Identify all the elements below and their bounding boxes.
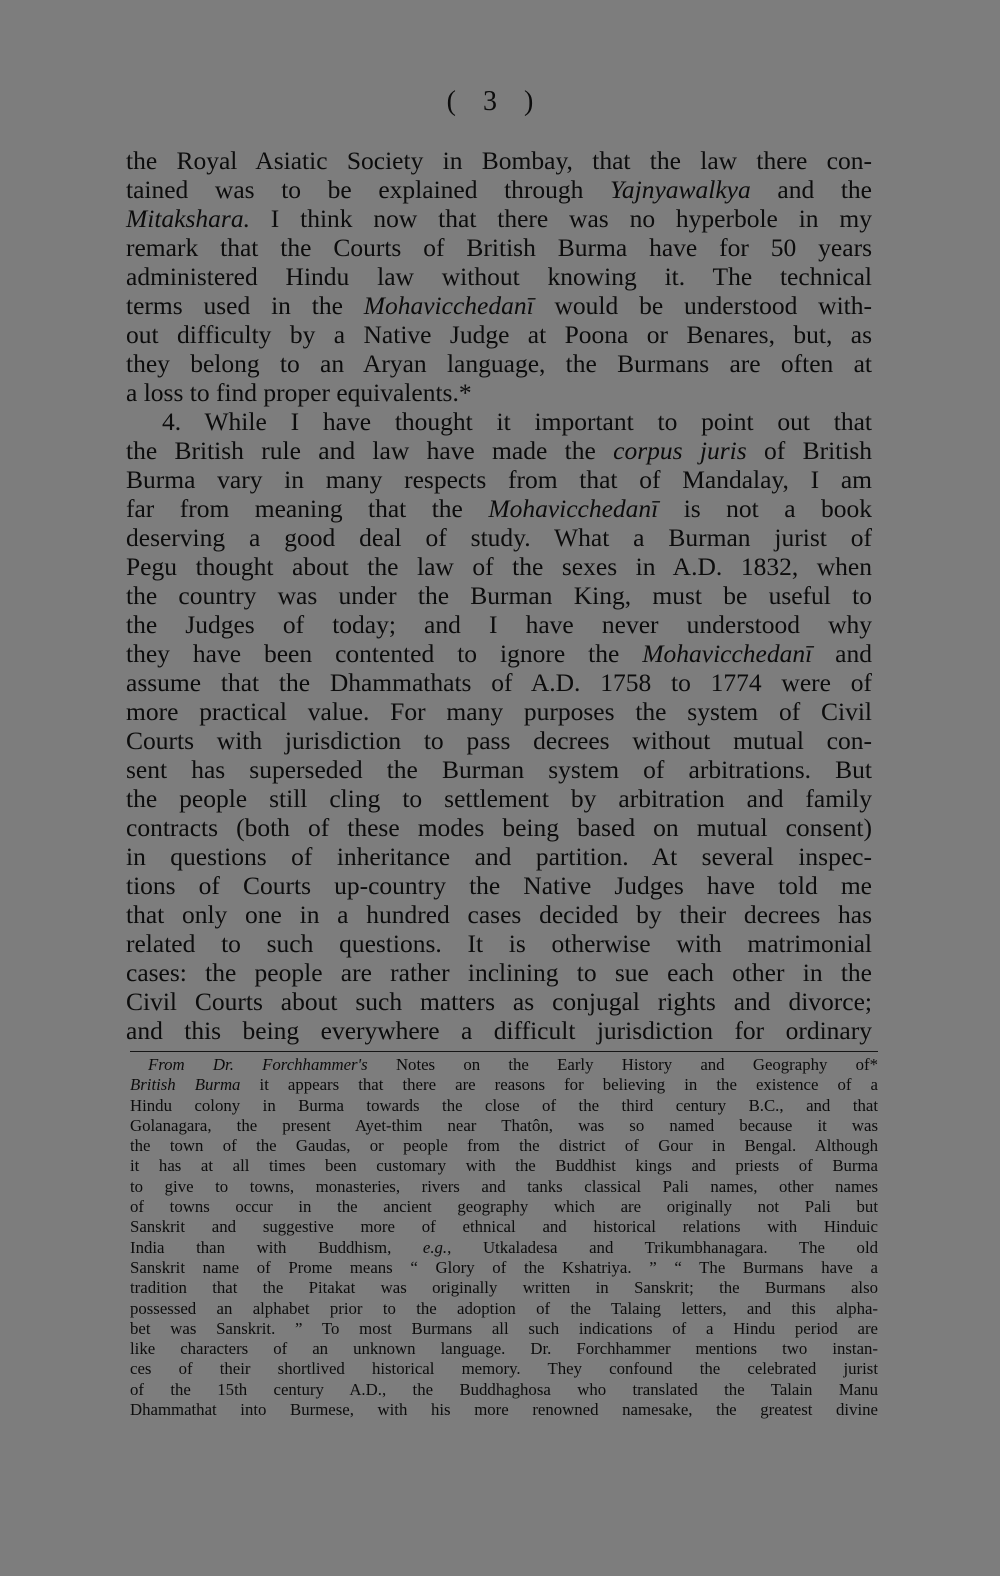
text-line: administered Hindu law without knowing it. The technical [126,262,872,291]
footnote-line: From Dr. Forchhammer's Notes on the Early History and Geography of* [148,1055,879,1074]
text-line: remark that the Courts of British Burma have for 50 years [126,233,872,262]
text-line: tions of Courts up-country the Native Judges have told me [126,871,872,900]
footnote-line: Golanagara, the present Ayet-thim near Thatôn, was so named because it was [130,1115,878,1135]
footnote-line: bet was Sanskrit. ” To most Burmans all such indications of a Hindu period are [130,1318,878,1338]
footnote-line: Sanskrit and suggestive more of ethnical and historical relations with Hinduic [130,1217,878,1237]
footnote-line: possessed an alphabet prior to the adoption of the Talaing letters, and this alpha- [130,1298,878,1318]
text-line: the people still cling to settlement by arbitration and family [126,784,872,813]
text-line: far from meaning that the Mohavicchedanī is not a book [126,494,872,523]
footnote-line: India than with Buddhism, e.g., Utkaladesa and Trikumbhanagara. The old [130,1237,879,1257]
text-line: the British rule and law have made the corpus juris of British [126,436,873,465]
text-line: and this being everywhere a difficult jurisdiction for ordinary [126,1016,872,1045]
text-line: related to such questions. It is otherwise with matrimonial [126,929,872,958]
text-line: Mitakshara. I think now that there was no hyperbole in my [126,204,872,233]
text-line: the Judges of today; and I have never understood why [126,610,872,639]
footnote-line: Dhammathat into Burmese, with his more renowned namesake, the greatest divine [130,1400,878,1420]
footnote-line: it has at all times been customary with the Buddhist kings and priests of Burma [130,1156,878,1176]
text-line: in questions of inheritance and partition. At several inspec- [126,842,872,871]
text-line: Pegu thought about the law of the sexes in A.D. 1832, when [126,552,872,581]
text-line: Civil Courts about such matters as conjugal rights and divorce; [126,987,872,1016]
footnote-line: the town of the Gaudas, or people from the district of Gour in Bengal. Although [130,1136,878,1156]
text-line: assume that the Dhammathats of A.D. 1758 to 1774 were of [126,668,872,697]
footnote-line: of the 15th century A.D., the Buddhaghosa who translated the Talain Manu [130,1379,878,1399]
text-line: cases: the people are rather inclining to sue each other in the [126,958,872,987]
text-line: sent has superseded the Burman system of arbitrations. But [126,755,872,784]
text-line: the Royal Asiatic Society in Bombay, that the law there con- [126,146,872,175]
text-line: the country was under the Burman King, must be useful to [126,581,872,610]
footnote-line: tradition that the Pitakat was originally written in Sanskrit; the Burmans also [130,1278,878,1298]
footnote-line: Sanskrit name of Prome means “ Glory of the Kshatriya. ” “ The Burmans have a [130,1257,878,1277]
footnote-divider [130,1051,878,1052]
footnote-line: British Burma it appears that there are reasons for believing in the existence of a [130,1075,878,1095]
text-line: that only one in a hundred cases decided by their decrees has [126,900,872,929]
text-line: more practical value. For many purposes the system of Civil [126,697,872,726]
text-line: Courts with jurisdiction to pass decrees without mutual con- [126,726,872,755]
footnote-line: like characters of an unknown language. Dr. Forchhammer mentions two instan- [130,1339,878,1359]
text-line: out difficulty by a Native Judge at Poona or Benares, but, as [126,320,872,349]
footnote-line: of towns occur in the ancient geography which are originally not Pali but [130,1197,878,1217]
text-line: terms used in the Mohavicchedanī would be understood with- [126,291,872,320]
text-line: a loss to find proper equivalents.* [126,378,472,407]
page-number: ( 3 ) [446,86,544,117]
footnote [130,1055,878,1420]
text-line: Burma vary in many respects from that of Mandalay, I am [126,465,872,494]
text-line: they have been contented to ignore the Mohavicchedanī and [126,639,872,668]
footnote-line: to give to towns, monasteries, rivers and tanks classical Pali names, other names [130,1176,878,1196]
paragraph-start-line: 4. While I have thought it important to point out that [162,407,872,436]
text-line: tained was to be explained through Yajnyawalkya and the [126,175,872,204]
text-line: they belong to an Aryan language, the Burmans are often at [126,349,872,378]
text-line: deserving a good deal of study. What a Burman jurist of [126,523,872,552]
footnote-line: Hindu colony in Burma towards the close of the third century B.C., and that [130,1095,878,1115]
main-text [126,146,872,1045]
text-line: contracts (both of these modes being based on mutual consent) [126,813,872,842]
footnote-line: ces of their shortlived historical memory. They confound the celebrated jurist [130,1359,878,1379]
